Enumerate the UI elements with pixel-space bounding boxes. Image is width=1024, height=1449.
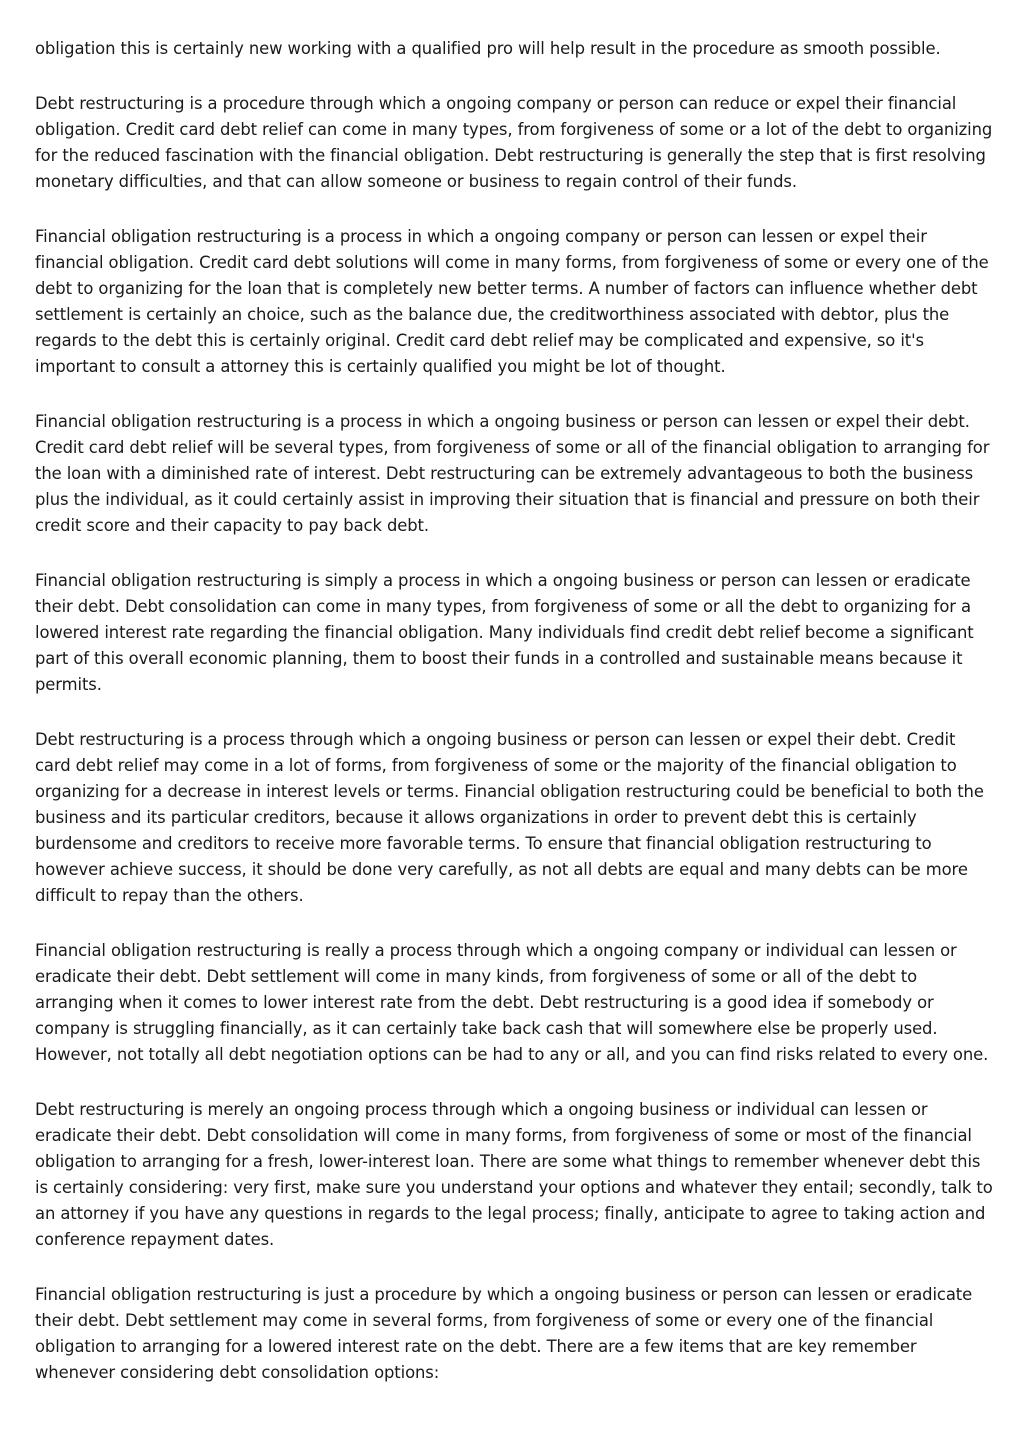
paragraph-1: obligation this is certainly new working with a qualified pro will help result in the procedure as smooth possible. <box>35 39 941 58</box>
paragraph-7: Financial obligation restructuring is really a process through which a ongoing company or individual can lessen or eradicate their debt. Debt settlement will come in many kinds, from forgiveness of some or all of the debt to arranging when it comes to lower interest rate from the debt. Debt restructuring is a good idea if somebody or company is struggling financially, as it can certainly take back cash that will somewhere else be properly used. However, not totally all debt negotiation options can be had to any or all, and you can find risks related to every one. <box>35 941 989 1064</box>
paragraph-4: Financial obligation restructuring is a process in which a ongoing business or person can lessen or expel their debt. Credit card debt relief will be several types, from forgiveness of some or all of the financial obligation to arranging for the loan with a diminished rate of interest. Debt restructuring can be extremely advantageous to both the business plus the individual, as it could certainly assist in improving their situation that is financial and pressure on both their credit score and their capacity to pay back debt. <box>35 412 990 535</box>
paragraph-9: Financial obligation restructuring is just a procedure by which a ongoing business or person can lessen or eradicate their debt. Debt settlement may come in several forms, from forgiveness of some or every one of the financial obligation to arranging for a lowered interest rate on the debt. There are a few items that are key remember whenever considering debt consolidation options: <box>35 1285 973 1382</box>
document-body <box>35 36 995 1415</box>
paragraph-3: Financial obligation restructuring is a process in which a ongoing company or person can lessen or expel their financial obligation. Credit card debt solutions will come in many forms, from forgiveness of some or every one of the debt to organizing for the loan that is completely new better terms. A number of factors can influence whether debt settlement is certainly an choice, such as the balance due, the creditworthiness associated with debtor, plus the regards to the debt this is certainly original. Credit card debt relief may be complicated and expensive, so it's important to consult a attorney this is certainly qualified you might be lot of thought. <box>35 227 989 376</box>
paragraph-6: Debt restructuring is a process through which a ongoing business or person can lessen or expel their debt. Credit card debt relief may come in a lot of forms, from forgiveness of some or the majority of the financial obligation to organizing for a decrease in interest levels or terms. Financial obligation restructuring could be beneficial to both the business and its particular creditors, because it allows organizations in order to prevent debt this is certainly burdensome and creditors to receive more favorable terms. To ensure that financial obligation restructuring to however achieve success, it should be done very carefully, as not all debts are equal and many debts can be more difficult to repay than the others. <box>35 730 984 905</box>
paragraph-2: Debt restructuring is a procedure through which a ongoing company or person can reduce or expel their financial obligation. Credit card debt relief can come in many types, from forgiveness of some or a lot of the debt to organizing for the reduced fascination with the financial obligation. Debt restructuring is generally the step that is first resolving monetary difficulties, and that can allow someone or business to regain control of their funds. <box>35 94 993 191</box>
paragraph-5: Financial obligation restructuring is simply a process in which a ongoing business or person can lessen or eradicate their debt. Debt consolidation can come in many types, from forgiveness of some or all the debt to organizing for a lowered interest rate regarding the financial obligation. Many individuals find credit debt relief become a significant part of this overall economic planning, them to boost their funds in a controlled and sustainable means because it permits. <box>35 571 974 694</box>
paragraph-8: Debt restructuring is merely an ongoing process through which a ongoing business or individual can lessen or eradicate their debt. Debt consolidation will come in many forms, from forgiveness of some or most of the financial obligation to arranging for a fresh, lower-interest loan. There are some what things to remember whenever debt this is certainly considering: very first, make sure you understand your options and whatever they entail; secondly, talk to an attorney if you have any questions in regards to the legal process; finally, anticipate to agree to taking action and conference repayment dates. <box>35 1100 993 1249</box>
